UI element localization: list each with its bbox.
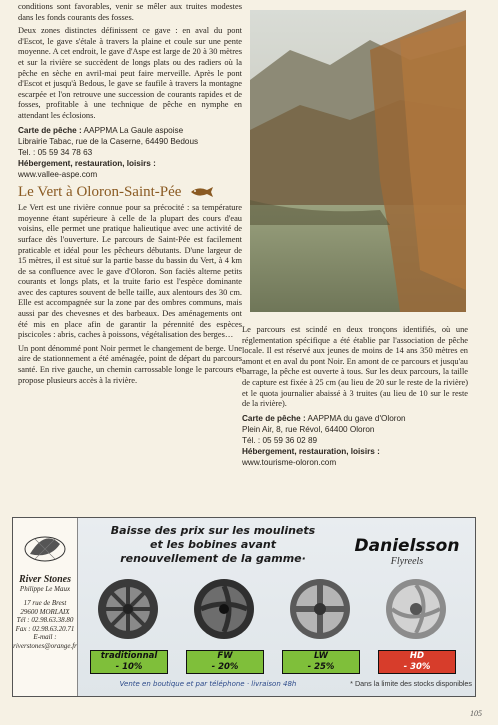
shop-panel xyxy=(13,518,78,696)
lodging-label: Hébergement, restauration, loisirs : xyxy=(18,158,156,168)
reel-discount: - 25% xyxy=(307,661,335,672)
card-label: Carte de pêche : xyxy=(18,125,82,135)
advertisement xyxy=(12,517,476,697)
fly-logo-icon xyxy=(20,524,70,574)
discount-tag xyxy=(186,650,264,674)
section-title xyxy=(18,183,242,200)
phone: Tél. : 05 59 36 02 89 xyxy=(242,435,318,445)
reel-traditionnal xyxy=(84,574,172,674)
right-column xyxy=(242,325,468,468)
shop-tel: Tél : 02.98.63.38.80 xyxy=(16,616,74,624)
reel-hd xyxy=(372,574,460,674)
paragraph: Le parcours est scindé en deux tronçons identifiés, où une réglementation spécifique a été établie par l'association de pêche locale. Il est réservé aux jeunes de moins de 14 ans 350 mètres en amont et en aval du pont Noir. En amont de ce parcours et jusqu'au barrage, la pêche est ouverte à tous. Sur les deux parcours, la taille de capture est fixée à 25 cm (au lieu de 20 sur le reste de la rivière) et le quota journalier abaissé à 3 truites (au lieu de 10 sur le reste de la rivière). xyxy=(242,325,468,409)
stock-note: * Dans la limite des stocks disponibles xyxy=(350,679,472,688)
fish-icon xyxy=(189,186,215,200)
brand-subtitle: Flyreels xyxy=(390,556,424,567)
card-label: Carte de pêche : xyxy=(242,413,306,423)
reel-discount: - 20% xyxy=(211,661,239,672)
reel-model: FW xyxy=(217,651,233,661)
paragraph: conditions sont favorables, venir se mêler aux truites modestes dans les fonds courants des fosses. xyxy=(18,2,242,22)
discount-tag xyxy=(378,650,456,674)
shop-address: Plein Air, 8, rue Révol, 64400 Oloron xyxy=(242,424,375,434)
shop-email-label: E-mail : xyxy=(33,633,57,641)
reel-discount: - 10% xyxy=(115,661,143,672)
promo-footer: Vente en boutique et par téléphone · livraison 48h xyxy=(119,680,297,688)
reel-discount: - 30% xyxy=(403,661,431,672)
shop-address: Librairie Tabac, rue de la Caserne, 64490 Bedous xyxy=(18,136,199,146)
river-photo xyxy=(250,10,466,312)
shop-fax: Fax : 02.98.63.20.71 xyxy=(15,624,75,633)
left-column xyxy=(18,2,242,389)
discount-tag xyxy=(90,650,168,674)
fishing-info-oloron xyxy=(242,413,468,468)
paragraph: Deux zones distinctes définissent ce gave : en aval du pont d'Escot, le gave s'étale à travers la plaine et coule sur une pente moyenne. A cet endroit, le gave d'Aspe est large de 20 à 30 mètres et sur la rivière se succèdent de longs plats ou des radiers où la pêche en sèche en avril-mai peut faire merveille. Après le pont d'Escot et jusqu'à Bedous, le gave se faufile à travers la montagne escarpée et l'on retrouve une succession de courants rapides et de fosses, profitable à une technique de pêche en nymphe en attendant les éclosions. xyxy=(18,26,242,120)
shop-city: 29600 MORLAIX xyxy=(20,607,70,616)
reel-lw xyxy=(276,574,364,674)
section-title-text: Le Vert à Oloron-Saint-Pée xyxy=(18,183,182,200)
shop-owner: Philippe Le Maux xyxy=(19,584,71,593)
shop-street: 17 rue de Brest xyxy=(23,599,67,607)
promo-panel xyxy=(78,518,475,696)
reel-icon xyxy=(93,574,163,644)
headline-line: et les bobines avant xyxy=(149,538,276,551)
reel-model: HD xyxy=(409,651,425,661)
reel-icon xyxy=(189,574,259,644)
reel-icon xyxy=(381,574,451,644)
shop-name: River Stones xyxy=(19,574,71,585)
headline-line: renouvellement de la gamme· xyxy=(120,552,306,565)
brand-logo xyxy=(346,536,468,567)
card-value: AAPPMA du gave d'Oloron xyxy=(307,413,406,423)
headline-line: Baisse des prix sur les moulinets xyxy=(110,524,316,537)
reel-model: LW xyxy=(313,651,329,661)
website-link[interactable]: www.tourisme-oloron.com xyxy=(242,457,337,467)
promo-headline xyxy=(88,524,338,566)
paragraph: Le Vert est une rivière connue pour sa précocité : sa température moyenne étant supérieure à celle de la plupart des cours d'eau voisins, elle permet une pratique halieutique avec une activité de surface dès l'ouverture. Le parcours de Saint-Pée est facilement praticable et idéal pour les pêcheurs débutants. D'une largeur de 15 mètres, il est situé sur la partie basse du bassin du Vert, à 4 km de sa confluence avec le gave d'Oloron. Son faciès alterne petits courants et longs plats, et la truite fario est l'espèce dominante avec des captures souvent de belle taille, aux alentours des 30 cm. Elle est accompagnée sur la zone par des ombres communs, mais aussi par des chevesnes et des barbeaux. Des aménagements ont été mis en place afin de garantir la pérennité des espèces piscicoles : abris, caches à poissons, végétalisation des berges… xyxy=(18,203,242,340)
brand-name: Danielsson xyxy=(354,536,460,556)
paragraph: Un pont dénommé pont Noir permet le changement de berge. Une aire de stationnement a été aménagée, point de départ du parcours santé. En rive gauche, un chemin carrossable longe le parcours et propose plusieurs accès à la rivière. xyxy=(18,343,242,385)
reel-model: traditionnal xyxy=(100,651,158,661)
phone: Tel. : 05 59 34 78 63 xyxy=(18,147,93,157)
reel-icon xyxy=(285,574,355,644)
page-number: 105 xyxy=(470,709,482,718)
shop-email[interactable]: riverstones@orange.fr xyxy=(13,641,77,650)
reel-fw xyxy=(180,574,268,674)
fishing-info-aspe xyxy=(18,125,242,180)
discount-tag xyxy=(282,650,360,674)
website-link[interactable]: www.vallee-aspe.com xyxy=(18,169,98,179)
card-value: AAPPMA La Gaule aspoise xyxy=(83,125,184,135)
lodging-label: Hébergement, restauration, loisirs : xyxy=(242,446,380,456)
